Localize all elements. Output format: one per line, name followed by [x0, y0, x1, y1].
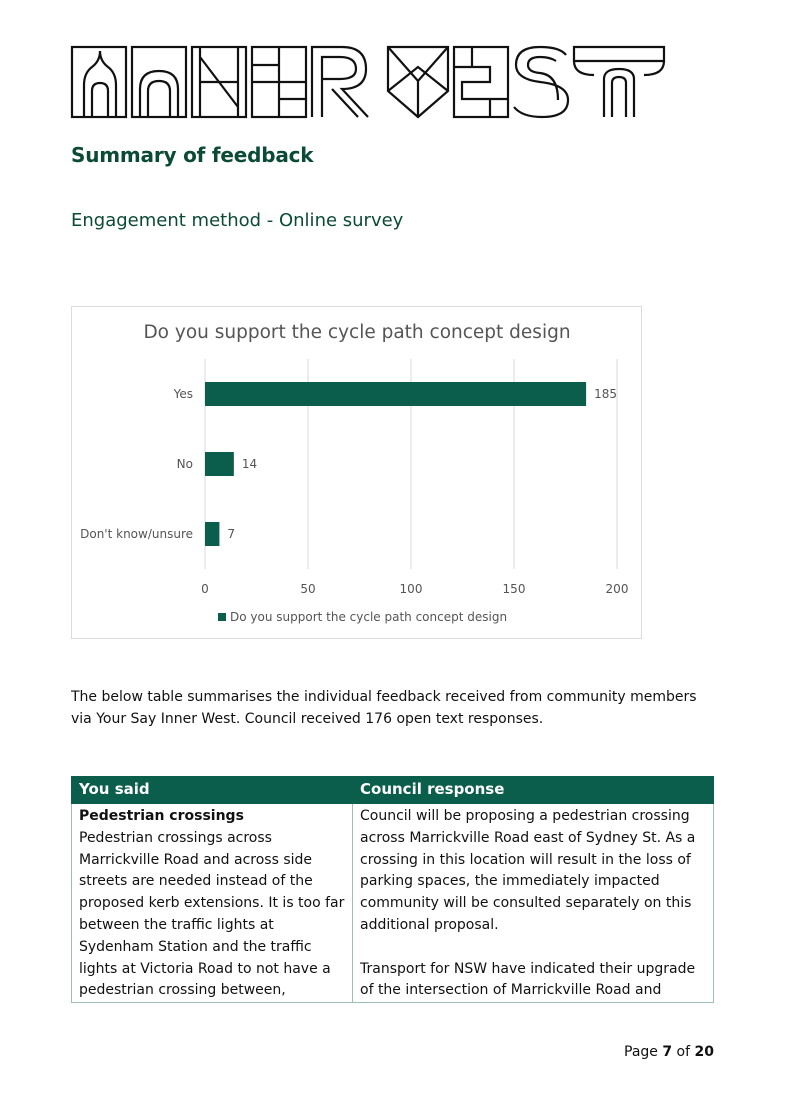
- category-label: No: [176, 457, 193, 471]
- support-bar-chart: [71, 306, 642, 639]
- bar-0: [205, 382, 586, 406]
- feedback-table: [71, 776, 714, 1003]
- response-paragraph-2: Transport for NSW have indicated their upgrade of the intersection of Marrickville Road and: [360, 960, 696, 999]
- you-said-cell: [72, 804, 353, 1003]
- logo-letter-i: [72, 47, 126, 117]
- legend-swatch: [218, 613, 226, 621]
- page-prefix: Page: [624, 1044, 663, 1060]
- bar-1: [205, 452, 234, 476]
- logo-letter-n-1: [132, 47, 186, 117]
- header-you-said: You said: [72, 777, 353, 804]
- engagement-method-subtitle: Engagement method - Online survey: [71, 210, 404, 231]
- logo-letter-e-2: [454, 47, 508, 117]
- council-response-cell: [353, 804, 714, 1003]
- response-paragraph-1: Council will be proposing a pedestrian crossing across Marrickville Road east of Sydney St. As a crossing in this location will result in the loss of parking spaces, the immediately impacted community will be consulted separately on this additional proposal.: [360, 808, 696, 933]
- table-header-row: [72, 777, 714, 804]
- chart-title: Do you support the cycle path concept design: [143, 322, 571, 343]
- page-of: of: [672, 1044, 695, 1060]
- data-label: 185: [594, 387, 618, 401]
- x-tick-label: 100: [399, 582, 423, 596]
- page-total: 20: [694, 1044, 714, 1060]
- data-label: 7: [227, 527, 236, 541]
- x-tick-label: 50: [300, 582, 316, 596]
- header-council-response: Council response: [353, 777, 714, 804]
- data-label: 14: [241, 457, 258, 471]
- page-number: [624, 1044, 714, 1060]
- category-label: Yes: [173, 387, 193, 401]
- category-label: Don't know/unsure: [80, 527, 193, 541]
- bar-2: [205, 522, 219, 546]
- logo-letter-s: [514, 47, 568, 117]
- x-tick-label: 0: [201, 582, 209, 596]
- page-current: 7: [662, 1044, 673, 1060]
- table-row: [72, 804, 714, 1003]
- x-tick-label: 150: [502, 582, 526, 596]
- logo-letter-t: [574, 47, 664, 117]
- logo-letter-w: [388, 47, 448, 117]
- page-title: Summary of feedback: [71, 143, 314, 167]
- logo-letter-e: [252, 47, 306, 117]
- legend-label: Do you support the cycle path concept design: [230, 610, 508, 624]
- chart-canvas: [72, 307, 641, 638]
- inner-west-logo: [70, 45, 670, 125]
- x-tick-label: 200: [605, 582, 629, 596]
- logo-letter-r: [312, 47, 368, 117]
- intro-paragraph: The below table summarises the individual feedback received from community members via Your Say Inner West. Council received 176 open text responses.: [71, 689, 697, 727]
- feedback-text: Pedestrian crossings across Marrickville Road and across side streets are needed instead of the proposed kerb extensions. It is too far between the traffic lights at Sydenham Station and the traffic lights at Victoria Road to not have a pedestrian crossing between,: [79, 829, 345, 999]
- feedback-topic: Pedestrian crossings: [79, 808, 244, 824]
- logo-letter-n-2: [192, 47, 246, 117]
